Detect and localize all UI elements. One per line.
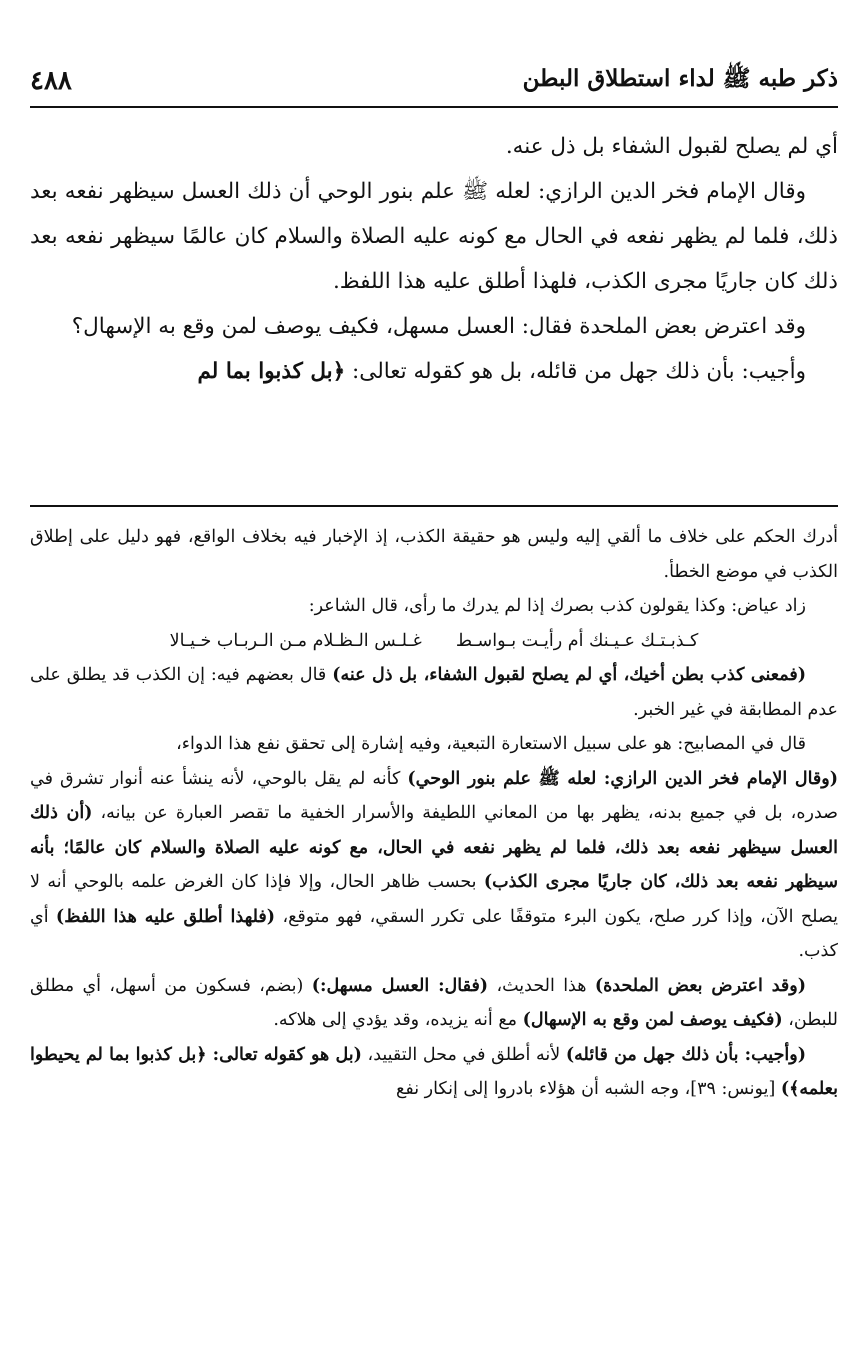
commentary-text: هذا الحديث، bbox=[488, 975, 595, 996]
verse-second-hemistich: غـلـس الـظـلام مـن الـربـاب خـيـالا bbox=[169, 630, 422, 651]
commentary-paragraph: أدرك الحكم على خلاف ما ألقي إليه وليس هو حقيقة الكذب، إذ الإخبار فيه بخلاف الواقع، فهو دليل على إطلاق الكذب في موضع الخطأ. bbox=[30, 527, 838, 582]
main-paragraph: وقد اعترض بعض الملحدة فقال: العسل مسهل، فكيف يوصف لمن وقع به الإسهال؟ bbox=[71, 314, 806, 339]
quoted-matn: (وقد اعترض بعض الملحدة) bbox=[594, 975, 806, 996]
commentary-text: مع أنه يزيده، وقد يؤدي إلى هلاكه. bbox=[273, 1010, 523, 1030]
quoted-matn: (وقال الإمام فخر الدين الرازي: لعله ﷺ علم بنور الوحي) bbox=[407, 768, 838, 789]
footnote-divider bbox=[30, 505, 838, 507]
quoted-matn: (فكيف يوصف لمن وقع به الإسهال) bbox=[522, 1010, 783, 1030]
running-title: ذكر طبه ﷺ لداء استطلاق البطن bbox=[522, 65, 838, 92]
quoted-matn: (وأجيب: بأن ذلك جهل من قائله) bbox=[565, 1044, 806, 1065]
commentary-text: قال بعضهم فيه: إن الكذب قد يطلق على عدم المطابقة في غير الخبر. bbox=[30, 665, 838, 720]
main-text bbox=[30, 124, 838, 394]
commentary-text: بحسب ظاهر الحال، وإلا فإذا كان الغرض علمه بالوحي أنه لا يصلح الآن، وإذا كرر صلح، يكون البرء متوقفًا على تكرر السقي، فهو متوقع، bbox=[30, 872, 839, 927]
commentary-paragraph bbox=[30, 1038, 838, 1107]
main-paragraph: أي لم يصلح لقبول الشفاء بل ذل عنه. bbox=[505, 134, 838, 159]
quoted-matn: (فمعنى كذب بطن أخيك، أي لم يصلح لقبول الشفاء، بل ذل عنه) bbox=[332, 665, 807, 685]
commentary-text: [يونس: ٣٩]، وجه الشبه أن هؤلاء بادروا إلى إنكار نفع bbox=[396, 1079, 781, 1099]
commentary-paragraph: زاد عياض: وكذا يقولون كذب بصرك إذا لم يدرك ما رأى، قال الشاعر: bbox=[308, 596, 806, 616]
verse-first-hemistich: كـذبـتـك عـيـنك أم رأيـت بـواسـط bbox=[455, 630, 699, 651]
commentary-text: كأنه لم يقل بالوحي، لأنه ينشأ عنه أنوار تشرق في صدره، بل في جميع بدنه، يظهر بها من المعاني اللطيفة والأسرار الخفية ما تقصر العبارة عن بيانه، bbox=[30, 768, 838, 823]
commentary-text: أي كذب. bbox=[30, 906, 838, 961]
poetry-verse bbox=[30, 624, 838, 659]
header-rule bbox=[30, 106, 838, 108]
quoted-matn: (أن ذلك العسل سيظهر نفعه بعد ذلك، فلما لم يظهر نفعه في الحال، مع كونه عليه الصلاة والسلام كان عالمًا؛ بأنه سيظهر نفعه بعد ذلك، كان جاريًا مجرى الكذب) bbox=[30, 803, 838, 892]
commentary-text bbox=[30, 520, 838, 1107]
quoted-matn: (فلهذا أطلق عليه هذا اللفظ) bbox=[55, 906, 276, 927]
page-header bbox=[30, 60, 838, 102]
commentary-text: لأنه أطلق في محل التقييد، bbox=[361, 1044, 566, 1065]
commentary-paragraph bbox=[30, 762, 838, 969]
page-number: ٤٨٨ bbox=[30, 66, 72, 96]
main-paragraph bbox=[30, 349, 838, 394]
commentary-text: (بضم، فسكون من أسهل، أي مطلق للبطن، bbox=[30, 975, 838, 1030]
commentary-paragraph bbox=[30, 969, 838, 1038]
quoted-matn: (فقال: العسل مسهل:) bbox=[311, 975, 489, 996]
commentary-paragraph bbox=[30, 658, 838, 727]
main-paragraph-text: وأجيب: بأن ذلك جهل من قائله، بل هو كقوله تعالى: bbox=[345, 359, 806, 384]
main-paragraph: وقال الإمام فخر الدين الرازي: لعله ﷺ علم بنور الوحي أن ذلك العسل سيظهر نفعه بعد ذلك، فلما لم يظهر نفعه في الحال مع كونه عليه الصلاة والسلام كان عالمًا سيظهر نفعه بعد ذلك كان جاريًا مجرى الكذب، فلهذا أطلق عليه هذا اللفظ. bbox=[30, 179, 838, 294]
commentary-paragraph: قال في المصابيح: هو على سبيل الاستعارة التبعية، وفيه إشارة إلى تحقق نفع هذا الدواء، bbox=[176, 734, 806, 754]
quoted-matn: (بل هو كقوله تعالى: ﴿بل كذبوا بما لم يحيطوا بعلمه﴾) bbox=[30, 1044, 838, 1099]
quran-quote: ﴿بل كذبوا بما لم bbox=[197, 359, 346, 384]
